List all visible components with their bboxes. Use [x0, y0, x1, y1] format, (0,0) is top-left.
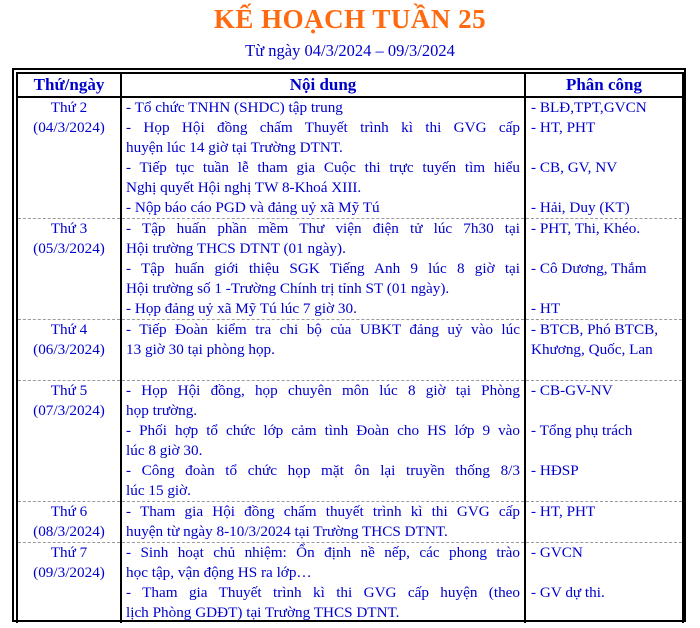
day-label: Thứ 5 — [50, 382, 88, 399]
assign-cell — [525, 320, 683, 381]
day-cell — [17, 320, 121, 381]
header-assign: Phân công — [525, 73, 683, 97]
content-cell — [121, 219, 525, 320]
day-date: (06/3/2024) — [33, 341, 105, 358]
plan-date-range: Từ ngày 04/3/2024 – 09/3/2024 — [245, 41, 455, 60]
assign-line — [531, 481, 678, 501]
content-line: huyện từ ngày 8-10/3/2024 tại Trường THCS DTNT. — [126, 523, 448, 540]
day-date: (09/3/2024) — [33, 564, 105, 581]
table-row — [17, 219, 683, 320]
content-line: - Tiếp tục tuần lễ tham gia Cuộc thi trực tuyến tìm hiểu — [126, 159, 520, 176]
content-line: lúc 8 giờ 30. — [126, 442, 203, 459]
day-cell — [17, 97, 121, 219]
assign-line: - CB, GV, NV — [531, 159, 618, 176]
assign-line — [531, 603, 678, 623]
content-line: - Tổ chức TNHN (SHDC) tập trung — [126, 99, 343, 116]
assign-line — [531, 138, 678, 158]
table-row — [17, 97, 683, 219]
day-date: (04/3/2024) — [33, 119, 105, 136]
content-line: - Họp đảng uỷ xã Mỹ Tú lúc 7 giờ 30. — [126, 300, 357, 317]
content-line: học tập, vận động HS ra lớp… — [126, 564, 312, 581]
content-line: - Họp Hội đồng, họp chuyên môn lúc 8 giờ tại Phòng — [126, 382, 520, 399]
assign-line: - HT — [531, 300, 561, 317]
assign-line: - BTCB, Phó BTCB, — [531, 321, 659, 338]
day-cell — [17, 543, 121, 624]
assign-cell — [525, 543, 683, 624]
assign-line: Khương, Quốc, Lan — [531, 341, 653, 358]
day-cell — [17, 219, 121, 320]
assign-line — [531, 178, 678, 198]
assign-cell — [525, 502, 683, 543]
content-line: - Tập huấn phần mềm Thư viện điện tử lúc 7h30 tại — [126, 220, 520, 237]
day-cell — [17, 381, 121, 502]
assign-line: - GVCN — [531, 544, 583, 561]
content-line: Nghị quyết Hội nghị TW 8-Khoá XIII. — [126, 179, 362, 196]
assign-line: - HT, PHT — [531, 119, 596, 136]
day-label: Thứ 2 — [50, 99, 88, 116]
content-line: họp trường. — [126, 402, 198, 419]
assign-line — [531, 441, 678, 461]
weekly-plan-table — [16, 72, 684, 623]
content-cell — [121, 320, 525, 381]
assign-line: - Tổng phụ trách — [531, 422, 633, 439]
content-cell — [121, 381, 525, 502]
content-line: - Tập huấn giới thiệu SGK Tiếng Anh 9 lúc 8 giờ tại — [126, 260, 520, 277]
assign-cell — [525, 381, 683, 502]
assign-line — [531, 360, 678, 380]
content-cell — [121, 502, 525, 543]
content-line: lúc 15 giờ. — [126, 482, 191, 499]
content-cell — [121, 543, 525, 624]
header-day: Thứ/ngày — [17, 73, 121, 97]
content-line: 13 giờ 30 tại phòng họp. — [126, 341, 275, 358]
assign-cell — [525, 219, 683, 320]
content-line: Hội trường số 1 -Trường Chính trị tỉnh ST (01 ngày). — [126, 280, 450, 297]
content-line: - Công đoàn tổ chức họp mặt ôn lại truyền thống 8/3 — [126, 462, 520, 479]
table-row — [17, 502, 683, 543]
assign-line: - HT, PHT — [531, 503, 596, 520]
assign-line — [531, 401, 678, 421]
assign-line — [531, 563, 678, 583]
assign-line: - PHT, Thi, Khéo. — [531, 220, 641, 237]
assign-line: - Cô Dương, Thắm — [531, 260, 647, 277]
day-cell — [17, 502, 121, 543]
table-row — [17, 543, 683, 624]
day-label: Thứ 4 — [50, 321, 88, 338]
content-cell — [121, 97, 525, 219]
content-line: lịch Phòng GDĐT) tại Trường THCS DTNT. — [126, 604, 400, 621]
plan-title: KẾ HOẠCH TUẦN 25 — [213, 4, 487, 34]
table-header-row — [17, 73, 683, 97]
day-label: Thứ 7 — [50, 544, 88, 561]
assign-line: - BLĐ,TPT,GVCN — [531, 99, 647, 116]
day-date: (07/3/2024) — [33, 402, 105, 419]
assign-line — [531, 279, 678, 299]
content-line: - Tham gia Thuyết trình kì thi GVG cấp huyện (theo — [126, 584, 520, 601]
day-date: (08/3/2024) — [33, 523, 105, 540]
content-line — [126, 360, 520, 380]
day-label: Thứ 6 — [50, 503, 88, 520]
content-line: - Phối hợp tổ chức lớp cảm tình Đoàn cho HS lớp 9 vào — [126, 422, 520, 439]
assign-line: - CB-GV-NV — [531, 382, 613, 399]
day-date: (05/3/2024) — [33, 240, 105, 257]
content-line: Hội trường THCS DTNT (01 ngày). — [126, 240, 346, 257]
assign-line: - HĐSP — [531, 462, 579, 479]
assign-line — [531, 239, 678, 259]
content-line: huyện lúc 14 giờ tại Trường DTNT. — [126, 139, 343, 156]
table-row — [17, 381, 683, 502]
assign-line: - Hải, Duy (KT) — [531, 199, 630, 216]
header-content: Nội dung — [121, 73, 525, 97]
table-row — [17, 320, 683, 381]
assign-cell — [525, 97, 683, 219]
assign-line — [531, 522, 678, 542]
content-line: - Sinh hoạt chủ nhiệm: Ổn định nề nếp, các phong trào — [126, 544, 520, 561]
content-line: - Tham gia Hội đồng chấm thuyết trình kì thi GVG cấp — [126, 503, 520, 520]
content-line: - Tiếp Đoàn kiểm tra chi bộ của UBKT đảng uỷ vào lúc — [126, 321, 520, 338]
content-line: - Nộp báo cáo PGD và đảng uỷ xã Mỹ Tú — [126, 199, 380, 216]
assign-line: - GV dự thi. — [531, 584, 605, 601]
day-label: Thứ 3 — [50, 220, 88, 237]
table-body — [17, 97, 683, 623]
content-line: - Họp Hội đồng chấm Thuyết trình kì thi GVG cấp — [126, 119, 520, 136]
